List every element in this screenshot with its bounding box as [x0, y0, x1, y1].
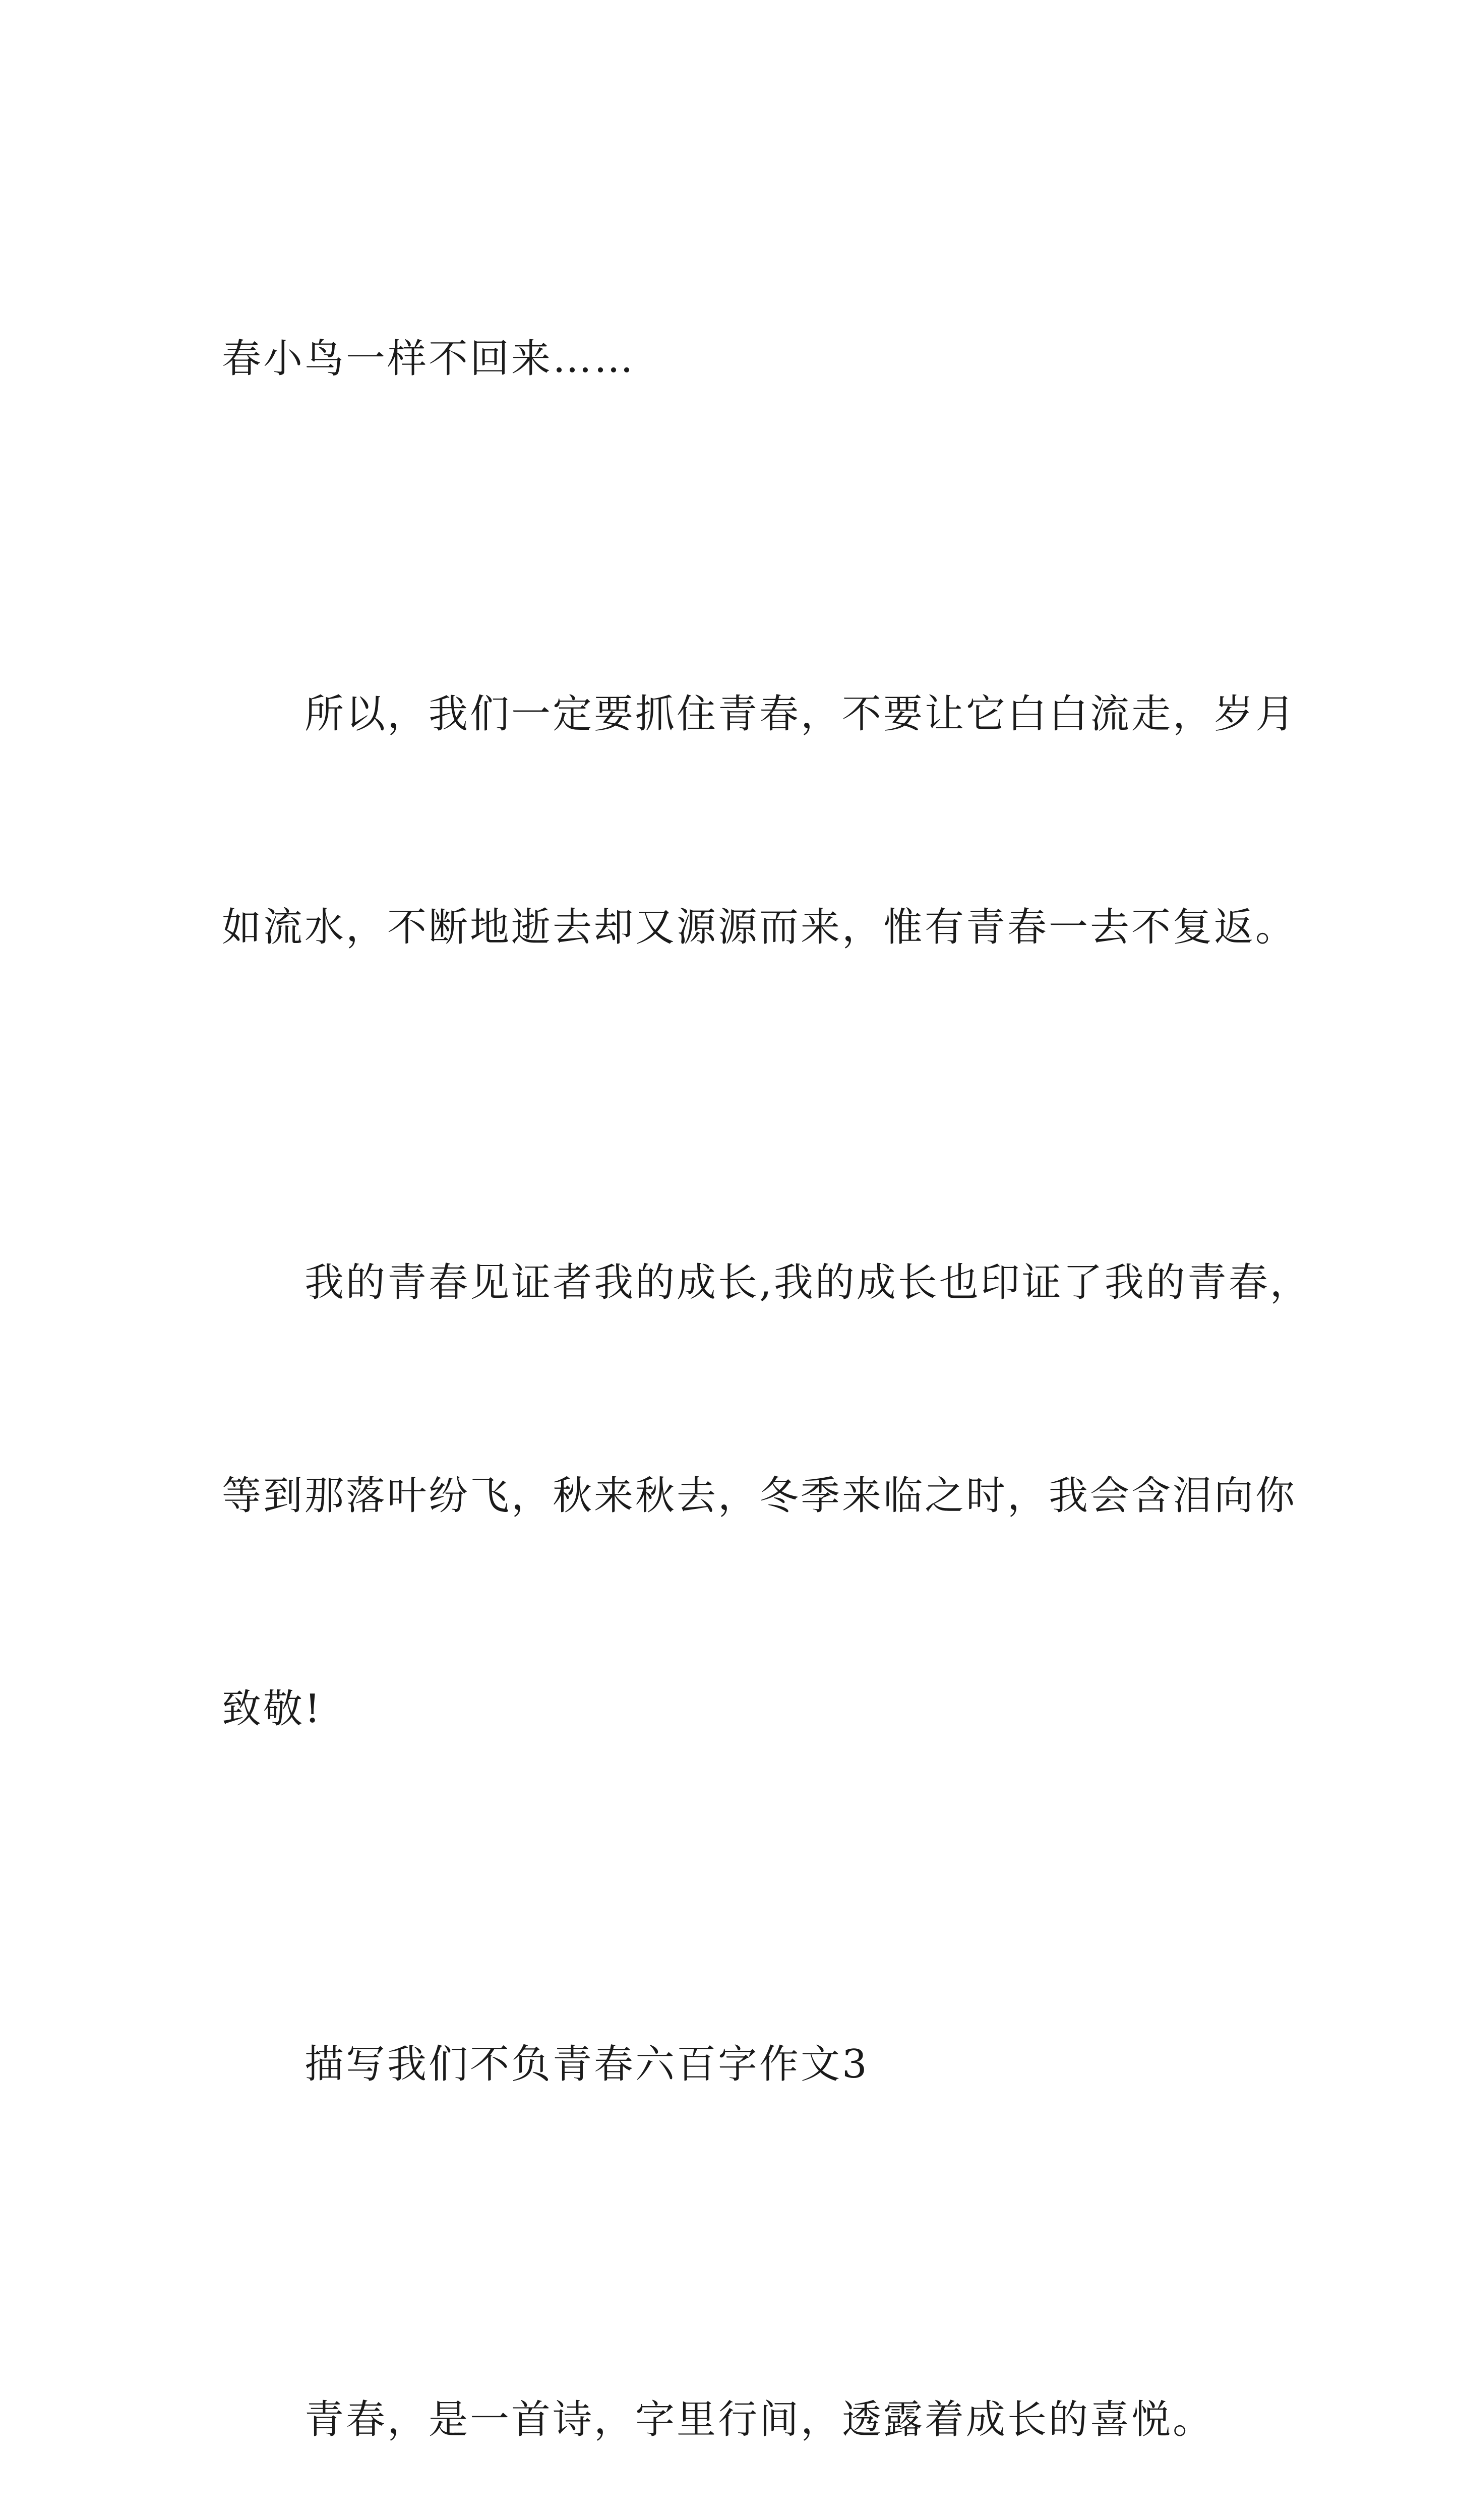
text-line: 所以，我们一定要抓住青春，不要让它白白流走，岁月 [305, 691, 1297, 737]
paragraph [222, 181, 1250, 537]
paragraph [222, 1105, 1311, 1887]
document-body [222, 181, 1311, 2520]
text-line: 描写我们不负青春六百字作文3 [305, 2042, 869, 2087]
text-line: 青春，是一首诗，字里行间，透露着成长的喜悦。 [305, 2397, 1214, 2442]
text-line: 等到那落叶纷飞，秋来秋去，冬季来临之时，我会含泪向你 [222, 1473, 1297, 1519]
paragraph [222, 537, 1297, 1105]
text-line: 如流水，不断地逝去却又源源而来，惟有青春一去不复返。 [222, 905, 1297, 950]
paragraph [222, 2242, 1250, 2520]
text-line: 春小鸟一样不回来…… [222, 336, 636, 382]
text-line: 我的青春见证者我的成长,我的成长也印证了我的青春， [305, 1260, 1311, 1305]
text-line: 致敬! [222, 1686, 323, 1732]
section-heading [222, 1887, 1250, 2242]
